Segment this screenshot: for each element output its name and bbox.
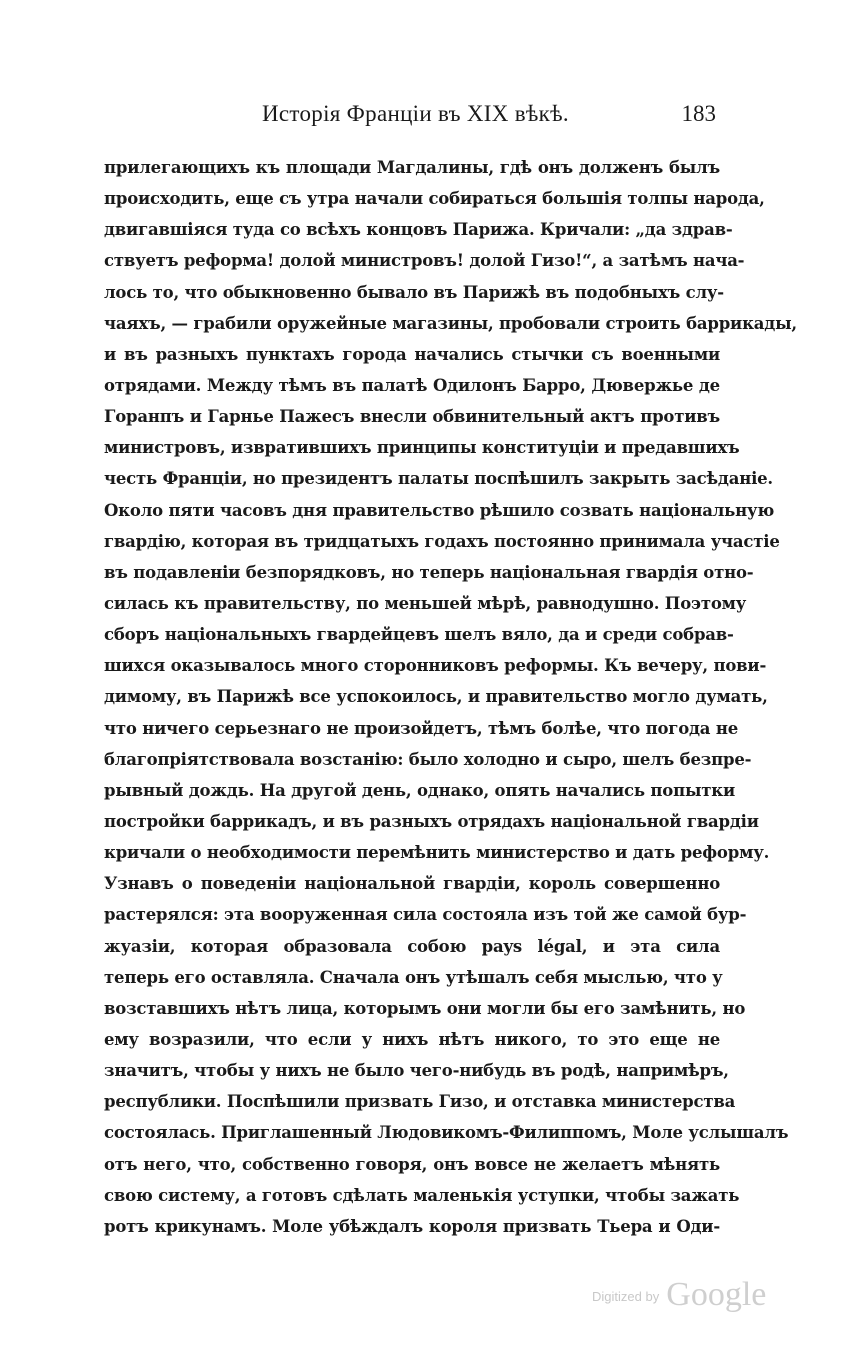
text-line: растерялся: эта вооруженная сила состояла изъ той же самой бур- <box>104 905 747 925</box>
text-line: происходить, еще съ утра начали собираться большія толпы народа, <box>104 189 765 209</box>
google-logo: Google <box>666 1276 767 1313</box>
text-line: Узнавъ о поведеніи національной гвардіи, король совершенно <box>104 874 720 894</box>
text-line: отрядами. Между тѣмъ въ палатѣ Одилонъ Барро, Дювержье де <box>104 375 720 395</box>
text-line: шихся оказывалось много сторонниковъ реформы. Къ вечеру, пови- <box>104 656 767 676</box>
text-line: димому, въ Парижѣ все успокоилось, и правительство могло думать, <box>104 687 768 707</box>
text-line: Горанпъ и Гарнье Пажесъ внесли обвинительный актъ противъ <box>104 407 720 427</box>
text-line: значитъ, чтобы у нихъ не было чего-нибудь въ родѣ, напримѣръ, <box>104 1061 729 1081</box>
text-line: двигавшіяся туда со всѣхъ концовъ Парижа. Кричали: „да здрав- <box>104 220 733 240</box>
text-line: что ничего серьезнаго не произойдетъ, тѣмъ болѣе, что погода не <box>104 718 739 738</box>
text-line: лось то, что обыкновенно бывало въ Парижѣ въ подобныхъ слу- <box>104 282 724 302</box>
text-line: ствуетъ реформа! долой министровъ! долой Гизо!“, а затѣмъ нача- <box>104 251 745 271</box>
page-number: 183 <box>681 101 716 126</box>
text-line: и въ разныхъ пунктахъ города начались стычки съ военными <box>104 344 720 364</box>
text-line: прилегающихъ къ площади Магдалины, гдѣ онъ долженъ былъ <box>104 158 720 177</box>
text-line: ротъ крикунамъ. Моле убѣждалъ короля призвать Тьера и Оди- <box>104 1216 720 1236</box>
running-head <box>104 97 720 137</box>
text-line: кричали о необходимости перемѣнить министерство и дать реформу. <box>104 843 770 863</box>
text-line: теперь его оставляла. Сначала онъ утѣшалъ себя мыслью, что у <box>104 967 723 987</box>
digitized-by-label: Digitized by <box>592 1289 660 1304</box>
text-line: чаяхъ, — грабили оружейные магазины, пробовали строить баррикады, <box>104 313 797 333</box>
text-line: министровъ, извратившихъ принципы конституціи и предавшихъ <box>104 438 740 458</box>
text-line: Около пяти часовъ дня правительство рѣшило созвать національную <box>104 500 775 520</box>
text-line: въ подавленіи безпорядковъ, но теперь національная гвардія отно- <box>104 562 754 582</box>
text-line: сборъ національныхъ гвардейцевъ шелъ вяло, да и среди собрав- <box>104 625 734 645</box>
text-line: республики. Поспѣшили призвать Гизо, и отставка министерства <box>104 1092 736 1112</box>
digitized-watermark <box>592 1276 766 1314</box>
text-line: отъ него, что, собственно говоря, онъ вовсе не желаетъ мѣнять <box>104 1154 720 1174</box>
text-line: свою систему, а готовъ сдѣлать маленькія уступки, чтобы зажать <box>104 1185 740 1205</box>
text-line: благопріятствовала возстанію: было холодно и сыро, шелъ безпре- <box>104 749 752 769</box>
text-line: честь Франціи, но президентъ палаты поспѣшилъ закрыть засѣданіе. <box>104 469 773 489</box>
text-line: жуазіи, которая образовала собою pays légal, и эта сила <box>104 936 720 956</box>
text-line: ему возразили, что если у нихъ нѣтъ никого, то это еще не <box>104 1029 720 1049</box>
body-text <box>104 152 797 1242</box>
text-line: гвардію, которая въ тридцатыхъ годахъ постоянно принимала участіе <box>104 531 780 551</box>
text-line: постройки баррикадъ, и въ разныхъ отрядахъ національной гвардіи <box>104 811 759 831</box>
text-line: состоялась. Приглашенный Людовикомъ-Филиппомъ, Моле услышалъ <box>104 1123 789 1143</box>
text-line: рывный дождь. На другой день, однако, опять начались попытки <box>104 780 736 800</box>
running-title: Исторія Франціи въ XIX вѣкѣ. <box>262 101 569 126</box>
text-line: силась къ правительству, по меньшей мѣрѣ, равнодушно. Поэтому <box>104 593 747 613</box>
text-line: возставшихъ нѣтъ лица, которымъ они могли бы его замѣнить, но <box>104 998 746 1018</box>
